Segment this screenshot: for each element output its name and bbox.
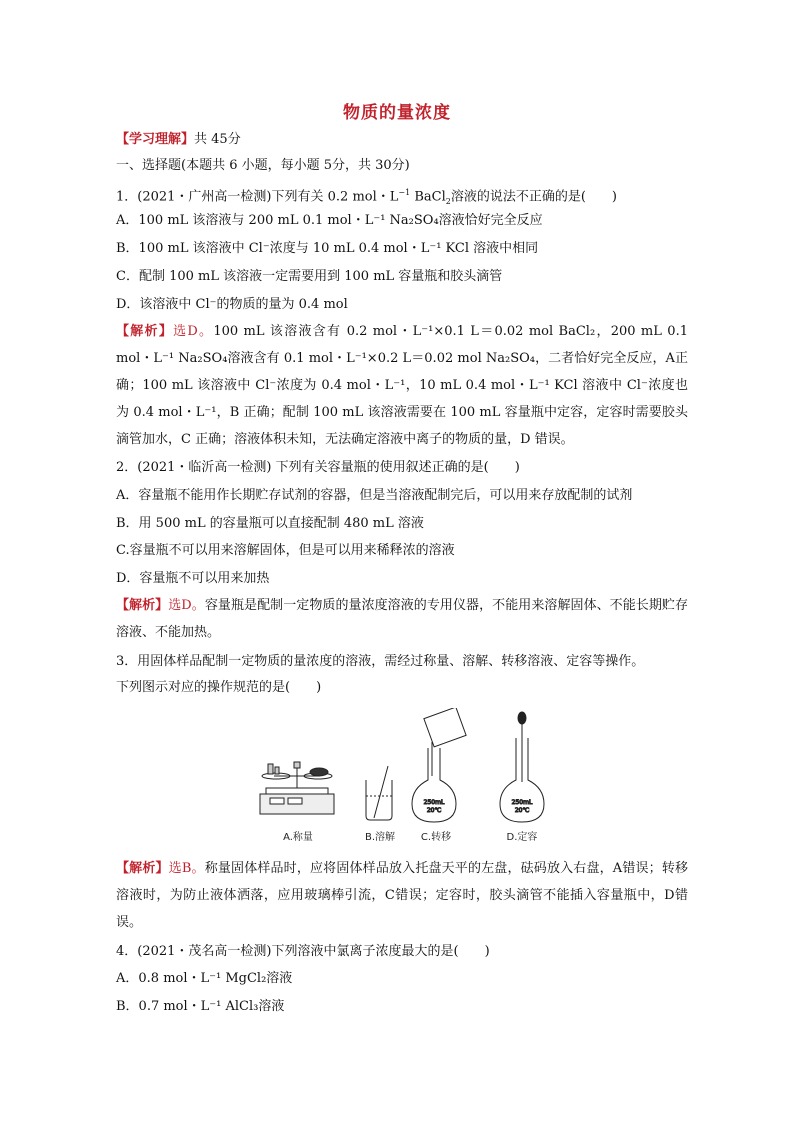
- q2-analysis-text: 容量瓶是配制一定物质的量浓度溶液的专用仪器，不能用来溶解固体、不能长期贮存溶液、不能加热。: [116, 598, 688, 640]
- q2-stem: 2．(2021・临沂高一检测) 下列有关容量瓶的使用叙述正确的是( ): [116, 460, 520, 475]
- flask-d-temp-label: 20℃: [514, 807, 530, 814]
- flask-c-temp-label: 20℃: [426, 807, 442, 814]
- q3-stem-line2: 下列图示对应的操作规范的是( ): [116, 680, 322, 695]
- q1-option-d: D．该溶液中 Cl⁻的物质的量为 0.4 mol: [116, 297, 348, 312]
- q1-option-a: A．100 mL 该溶液与 200 mL 0.1 mol・L⁻¹ Na₂SO₄溶液恰好完全反应: [116, 213, 543, 228]
- page-title: 物质的量浓度: [343, 103, 451, 123]
- q1-subscript: 2: [445, 196, 451, 206]
- q2-analysis-tag: 【解析】: [116, 598, 169, 613]
- q1-stem: [116, 184, 686, 211]
- q3-analysis-choice: 选B。: [168, 861, 205, 876]
- q1-superscript: −1: [398, 188, 411, 197]
- part-heading: 一、选择题(本题共 6 小题，每小题 5分，共 30分): [116, 158, 410, 173]
- q4-option-a: A．0.8 mol・L⁻¹ MgCl₂溶液: [116, 971, 293, 986]
- q2-analysis: [116, 592, 688, 646]
- q2-option-b: B．用 500 mL 的容量瓶可以直接配制 480 mL 溶液: [116, 516, 424, 531]
- section-header: [116, 131, 686, 149]
- q1-analysis-choice: 选D。: [173, 324, 214, 339]
- section-score: 共 45分: [194, 132, 241, 147]
- q2-option-c: C.容量瓶不可以用来溶解固体，但是可以用来稀释浓的溶液: [116, 543, 455, 558]
- flask-c-volume-label: 250mL: [423, 799, 445, 806]
- q4-option-b: B．0.7 mol・L⁻¹ AlCl₃溶液: [116, 999, 285, 1014]
- q1-option-c: C．配制 100 mL 该溶液一定需要用到 100 mL 容量瓶和胶头滴管: [116, 269, 503, 284]
- q3-analysis-tag: 【解析】: [116, 861, 169, 876]
- balance-illustration: [260, 762, 334, 814]
- caption-transfer: C.转移: [420, 832, 452, 843]
- caption-dissolving: B.溶解: [364, 832, 396, 843]
- q1-analysis: [116, 318, 688, 453]
- q3-analysis: [116, 855, 688, 936]
- lab-operations-figure: [256, 708, 548, 852]
- q2-option-d: D．容量瓶不可以用来加热: [116, 571, 270, 586]
- q1-analysis-tag: 【解析】: [116, 324, 174, 339]
- q1-analysis-text: 100 mL 该溶液含有 0.2 mol・L⁻¹×0.1 L＝0.02 mol BaCl₂，200 mL 0.1 mol・L⁻¹ Na₂SO₄溶液含有 0.1 mol・L⁻¹×0.2 L＝0.02 mol Na₂SO₄，二者恰好完全反应，A正确；100 mL 该溶液中 Cl⁻浓度为 0.4 mol・L⁻¹，10 mL 0.4 mol・L⁻¹ KCl 溶液中 Cl⁻浓度也为 0.4 mol・L⁻¹，B 正确；配制 100 mL 该溶液需要在 100 mL 容量瓶中定容，定容时需要胶头滴管加水，C 正确；溶液体积未知，无法确定溶液中离子的物质的量，D 错误。: [116, 324, 688, 447]
- q1-stem-part-a: 1．(2021・广州高一检测)下列有关 0.2 mol・L: [116, 189, 399, 205]
- q3-analysis-text: 称量固体样品时，应将固体样品放入托盘天平的左盘，砝码放入右盘，A错误；转移溶液时，为防止液体洒落，应用玻璃棒引流，C错误；定容时，胶头滴管不能插入容量瓶中，D错误。: [116, 861, 688, 930]
- q2-analysis-choice: 选D。: [168, 598, 205, 613]
- q1-stem-part-c: 溶液的说法不正确的是( ): [450, 189, 617, 205]
- q1-stem-part-b: BaCl: [410, 189, 446, 205]
- transfer-illustration: [412, 708, 466, 822]
- dropper-illustration: [500, 712, 544, 822]
- beaker-illustration: [366, 766, 392, 820]
- q2-option-a: A．容量瓶不能用作长期贮存试剂的容器，但是当溶液配制完后，可以用来存放配制的试剂: [116, 488, 633, 503]
- q3-stem-line1: 3．用固体样品配制一定物质的量浓度的溶液，需经过称量、溶解、转移溶液、定容等操作。: [116, 654, 645, 669]
- caption-fixing-volume: D.定容: [506, 832, 538, 843]
- caption-weighing: A.称量: [283, 832, 313, 843]
- section-tag: 【学习理解】: [116, 132, 195, 147]
- q4-stem: 4．(2021・茂名高一检测)下列溶液中氯离子浓度最大的是( ): [116, 944, 490, 959]
- q1-option-b: B．100 mL 该溶液中 Cl⁻浓度与 10 mL 0.4 mol・L⁻¹ KCl 溶液中相同: [116, 241, 539, 256]
- flask-d-volume-label: 250mL: [511, 799, 533, 806]
